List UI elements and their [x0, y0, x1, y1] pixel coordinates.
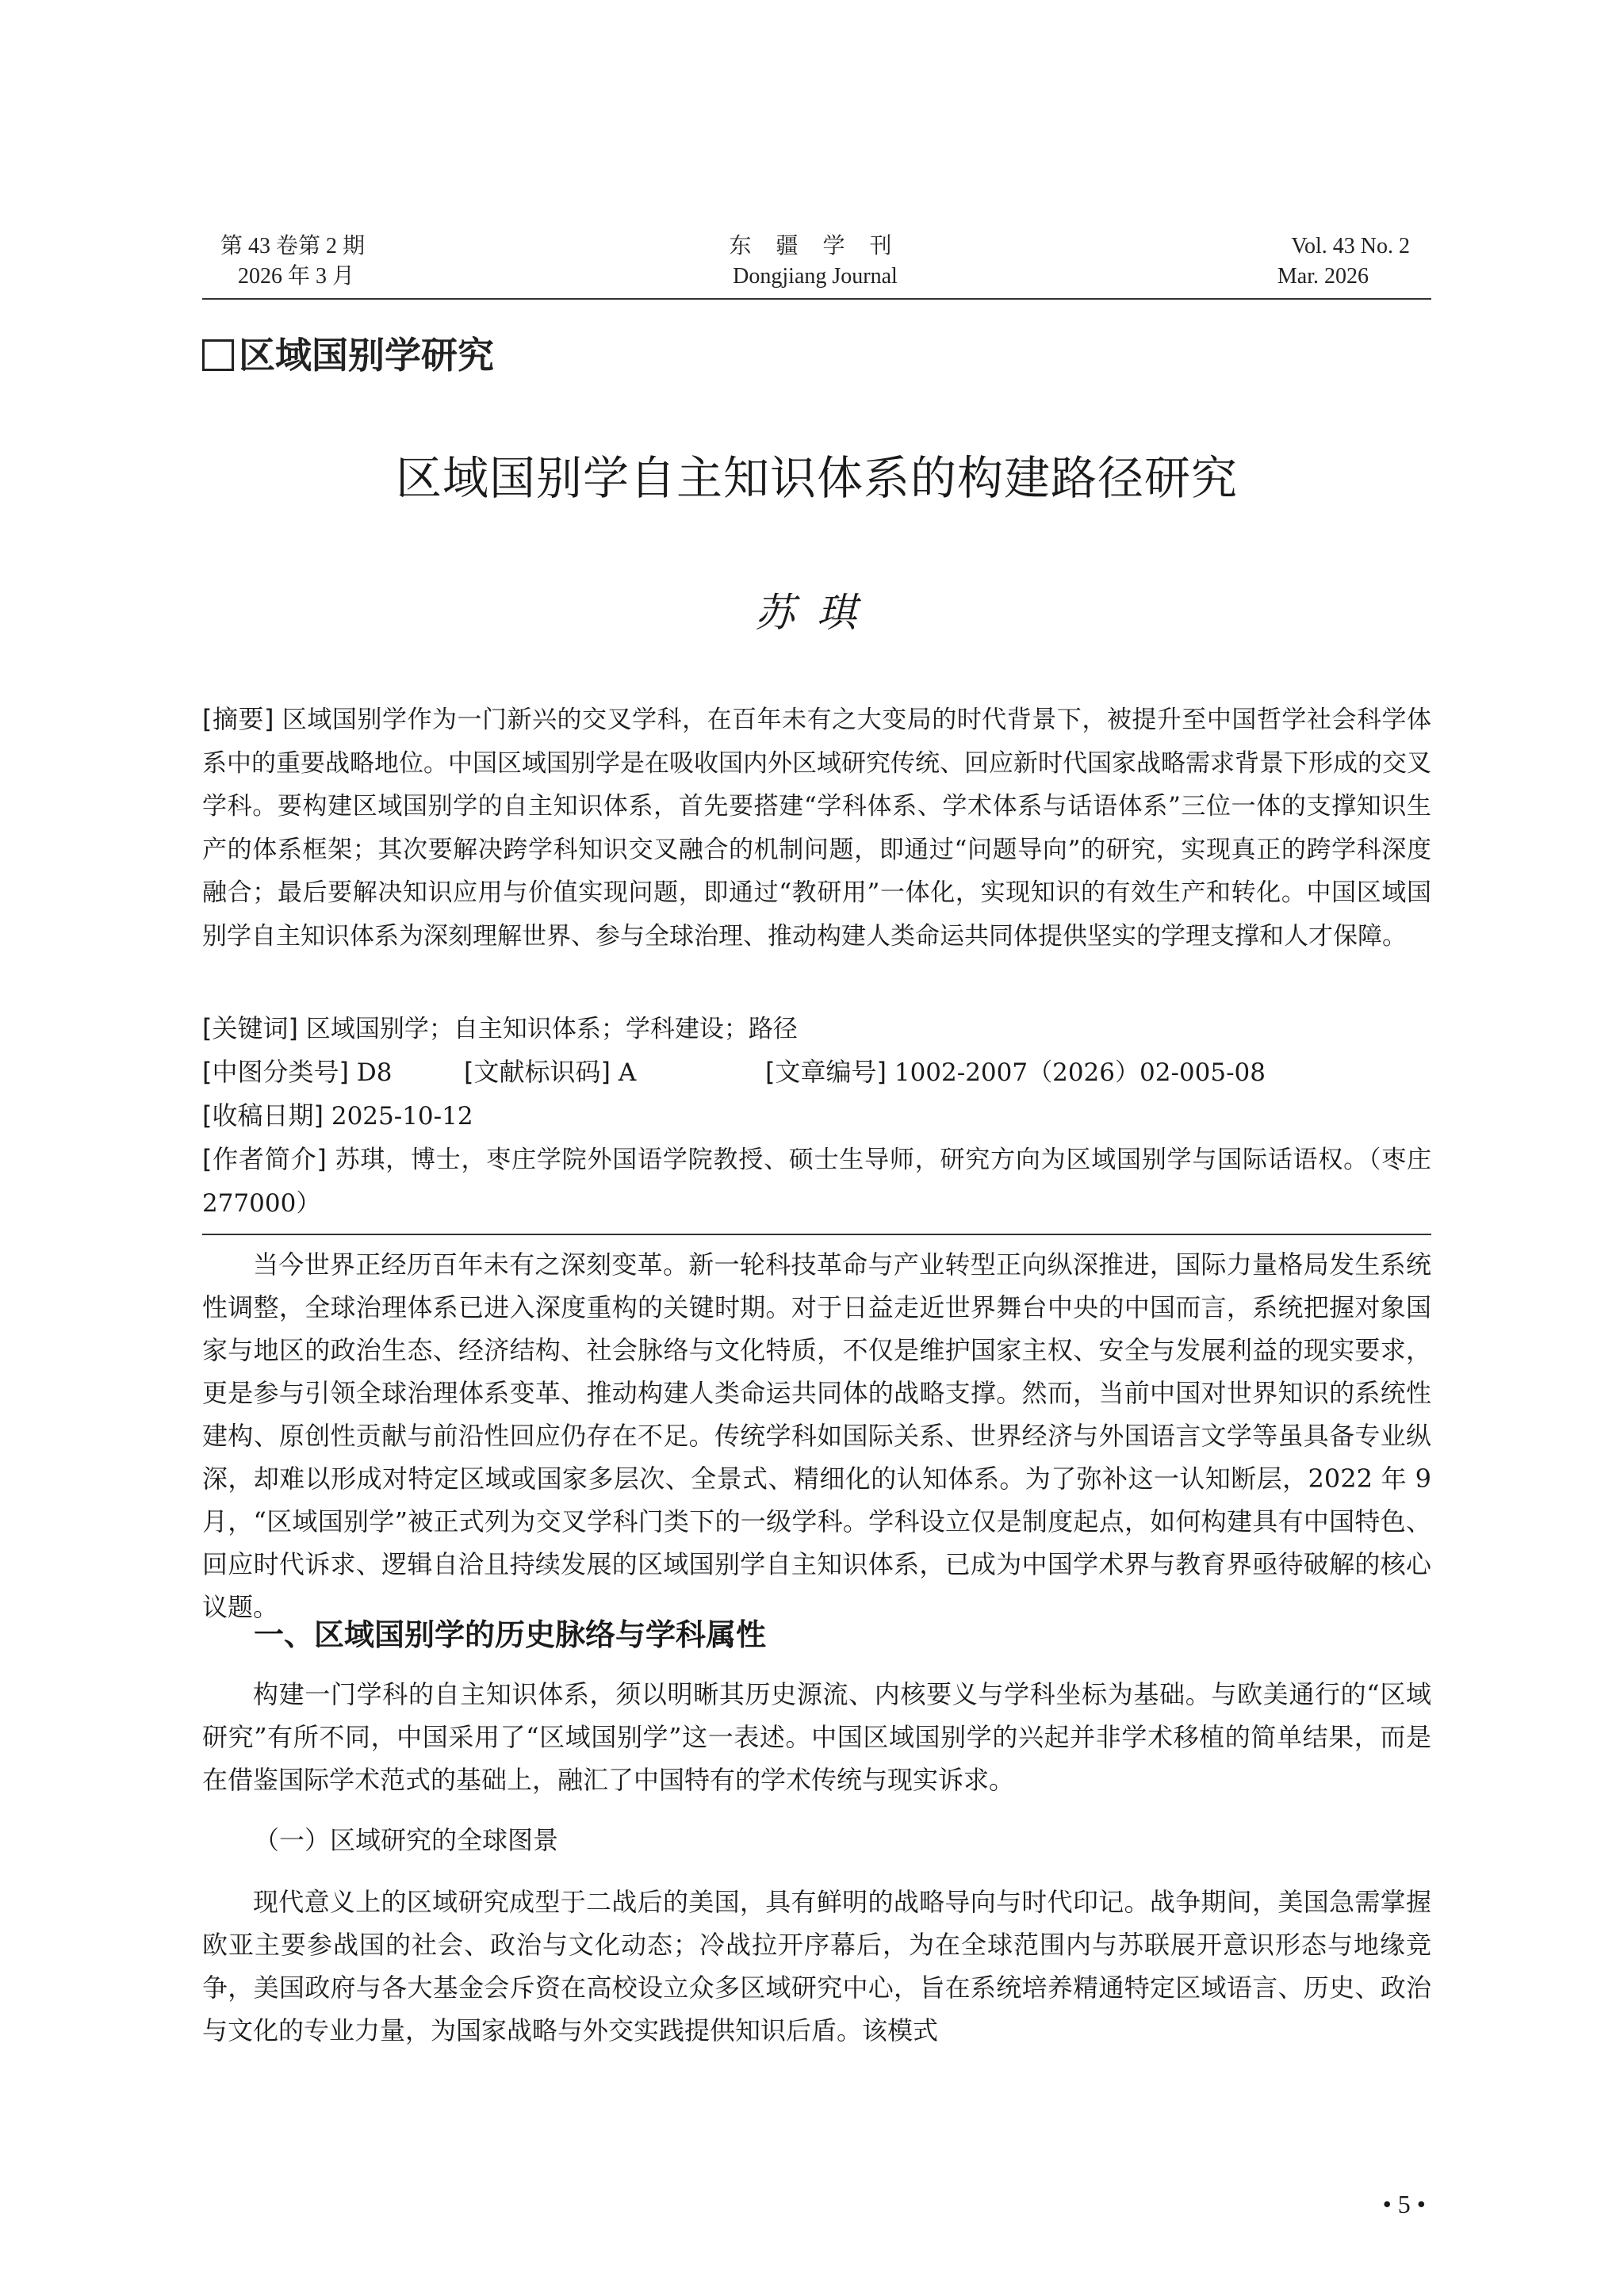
article-number-group: [765, 1050, 1266, 1095]
received-value: 2025-10-12: [331, 1102, 473, 1131]
author-bio-text: 苏琪，博士，枣庄学院外国语学院教授、硕士生导师，研究方向为区域国别学与国际话语权。（枣庄 277000）: [202, 1146, 1431, 1218]
clc-group: [202, 1058, 392, 1087]
header-volume-issue: 第 43 卷第 2 期: [220, 234, 366, 258]
doc-code-label: [文献标识码]: [464, 1057, 611, 1087]
header-date-en: Mar. 2026: [1277, 264, 1369, 289]
page-number: • 5 •: [1382, 2190, 1426, 2218]
article-number-label: [文章编号]: [765, 1057, 887, 1087]
received-label: [收稿日期]: [202, 1100, 324, 1131]
article-author: 苏琪: [755, 590, 879, 636]
header-issue-info: [220, 232, 458, 292]
section-tag: [202, 331, 494, 379]
abstract-text: 区域国别学作为一门新兴的交叉学科，在百年未有之大变局的时代背景下，被提升至中国哲学社会科学体系中的重要战略地位。中国区域国别学是在吸收国内外区域研究传统、回应新时代国家战略需求背景下形成的交叉学科。要构建区域国别学的自主知识体系，首先要搭建“学科体系、学术体系与话语体系”三位一体的支撑知识生产的体系框架；其次要解决跨学科知识交叉融合的机制问题，即通过“问题导向”的研究，实现真正的跨学科深度融合；最后要解决知识应用与价值实现问题，即通过“教研用”一体化，实现知识的有效生产和转化。中国区域国别学自主知识体系为深刻理解世界、参与全球治理、推动构建人类命运共同体提供坚实的学理支撑和人才保障。: [202, 706, 1431, 951]
section-tag-label: 区域国别学研究: [239, 334, 494, 377]
body-paragraph-3: 现代意义上的区域研究成型于二战后的美国，具有鲜明的战略导向与时代印记。战争期间，美国急需掌握欧亚主要参战国的社会、政治与文化动态；冷战拉开序幕后，为在全球范围内与苏联展开意识形态与地缘竞争，美国政府与各大基金会斥资在高校设立众多区域研究中心，旨在系统培养精通特定区域语言、历史、政治与文化的专业力量，为国家战略与外交实践提供知识后盾。该模式: [202, 1887, 1431, 2045]
square-box-icon: [202, 339, 234, 371]
abstract-label: [摘要]: [202, 704, 274, 734]
subsection-heading-1: （一）区域研究的全球图景: [254, 1825, 559, 1855]
header-volume-en: Vol. 43 No. 2: [1291, 234, 1410, 258]
header-journal-name: [617, 232, 1013, 292]
article-title: 区域国别学自主知识体系的构建路径研究: [395, 451, 1238, 505]
header-rule: [202, 298, 1431, 300]
keywords-text: 区域国别学；自主知识体系；学科建设；路径: [305, 1015, 798, 1043]
header-date-cn: 2026 年 3 月: [238, 264, 355, 289]
section-heading-1: 一、区域国别学的历史脉络与学科属性: [254, 1617, 767, 1652]
classification-block: [202, 1050, 1431, 1095]
abstract-rule: [202, 1234, 1431, 1235]
received-date-block: [202, 1094, 1431, 1138]
body-paragraph-intro: 当今世界正经历百年未有之深刻变革。新一轮科技革命与产业转型正向纵深推进，国际力量格局发生系统性调整，全球治理体系已进入深度重构的关键时期。对于日益走近世界舞台中央的中国而言，系统把握对象国家与地区的政治生态、经济结构、社会脉络与文化特质，不仅是维护国家主权、安全与发展利益的现实要求，更是参与引领全球治理体系变革、推动构建人类命运共同体的战略支撑。然而，当前中国对世界知识的系统性建构、原创性贡献与前沿性回应仍存在不足。传统学科如国际关系、世界经济与外国语言文学等虽具备专业纵深，却难以形成对特定区域或国家多层次、全景式、精细化的认知体系。为了弥补这一认知断层，2022 年 9 月，“区域国别学”被正式列为交叉学科门类下的一级学科。学科设立仅是制度起点，如何构建具有中国特色、回应时代诉求、逻辑自洽且持续发展的区域国别学自主知识体系，已成为中国学术界与教育界亟待破解的核心议题。: [202, 1249, 1431, 1622]
journal-name-cn: 东 疆 学 刊: [729, 234, 902, 258]
doc-code-group: [464, 1050, 636, 1095]
clc-value: D8: [356, 1058, 393, 1087]
keywords-block: [202, 1007, 1431, 1051]
abstract-block: [202, 698, 1431, 958]
doc-code-value: A: [618, 1058, 637, 1087]
body-paragraph-2: 构建一门学科的自主知识体系，须以明晰其历史源流、内核要义与学科坐标为基础。与欧美通行的“区域研究”有所不同，中国采用了“区域国别学”这一表述。中国区域国别学的兴起并非学术移植的简单结果，而是在借鉴国际学术范式的基础上，融汇了中国特有的学术传统与现实诉求。: [202, 1679, 1431, 1795]
author-bio-label: [作者简介]: [202, 1144, 327, 1174]
article-number-value: 1002-2007（2026）02-005-08: [894, 1058, 1266, 1087]
header-issue-info-en: [1172, 232, 1410, 292]
clc-label: [中图分类号]: [202, 1057, 349, 1087]
keywords-label: [关键词]: [202, 1013, 298, 1043]
journal-name-en: Dongjiang Journal: [733, 264, 898, 289]
author-bio-block: [202, 1138, 1431, 1225]
